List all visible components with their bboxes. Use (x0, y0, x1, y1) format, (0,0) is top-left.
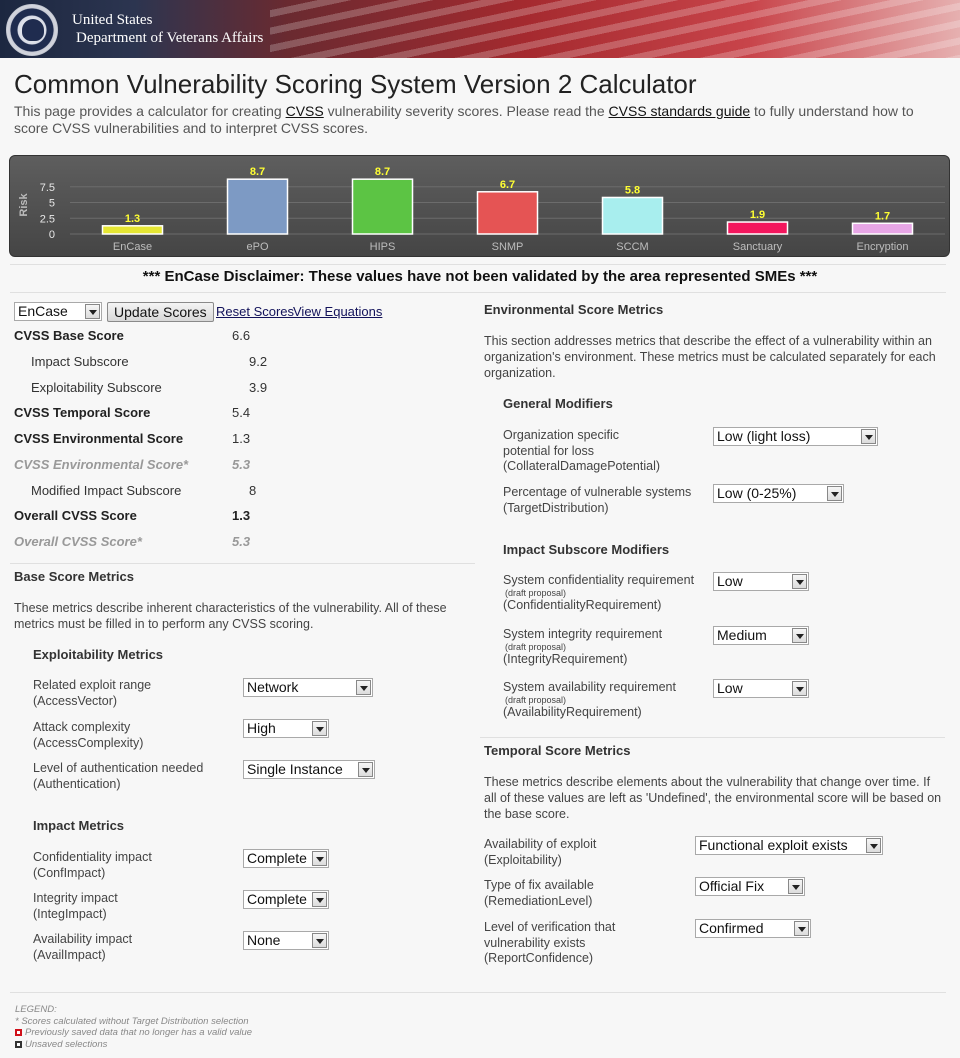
legend (15, 1004, 252, 1050)
draft-note: (draft proposal) (505, 587, 567, 598)
update-scores-button[interactable]: Update Scores (107, 302, 214, 322)
conf-impact-label-1: Confidentiality impact (33, 850, 152, 864)
y-tick-label: 5 (48, 197, 55, 210)
chevron-down-icon[interactable] (312, 892, 327, 907)
base-score-value: 6.6 (232, 328, 251, 343)
exploitability-label (484, 837, 596, 868)
access-vector-value: Network (247, 679, 299, 695)
bar-hips (353, 179, 413, 234)
environmental-score-label: CVSS Environmental Score (14, 431, 184, 446)
chevron-down-icon[interactable] (312, 721, 327, 736)
va-seal-icon[interactable] (6, 4, 58, 56)
access-vector-label (33, 678, 151, 709)
authentication-value: Single Instance (247, 761, 343, 777)
env-metrics-heading: Environmental Score Metrics (484, 302, 664, 317)
integ-impact-select[interactable] (243, 890, 329, 909)
general-modifiers-heading: General Modifiers (503, 396, 613, 411)
access-vector-label-2: (AccessVector) (33, 693, 118, 708)
exploitability-label-1: Availability of exploit (484, 837, 597, 851)
chevron-down-icon[interactable] (358, 762, 373, 777)
chevron-down-icon[interactable] (788, 879, 803, 894)
remediation-value: Official Fix (699, 878, 765, 894)
exploitability-select[interactable] (695, 836, 883, 855)
access-vector-label-1: Related exploit range (33, 678, 152, 692)
authentication-label (33, 761, 203, 792)
org-line-2: Department of Veterans Affairs (76, 30, 264, 46)
integ-impact-label (33, 891, 118, 922)
intro-text (14, 103, 949, 137)
confidence-value: Confirmed (699, 920, 764, 936)
chevron-down-icon[interactable] (794, 921, 809, 936)
environmental-score-star-label: CVSS Environmental Score* (14, 457, 189, 472)
legend-item-unscored: * Scores calculated without Target Distribution selection (15, 1015, 249, 1027)
draft-note: (draft proposal) (505, 694, 567, 705)
base-metrics-heading: Base Score Metrics (14, 569, 134, 584)
avail-impact-label-1: Availability impact (33, 932, 133, 946)
confidence-label (484, 920, 615, 967)
remediation-select[interactable] (695, 877, 805, 896)
ar-value: Low (717, 680, 743, 696)
y-axis-label: Risk (18, 193, 30, 217)
chevron-down-icon[interactable] (866, 838, 881, 853)
bar-epo (228, 179, 288, 234)
risk-chart-svg (10, 156, 951, 258)
modified-impact-value: 8 (249, 483, 257, 498)
impact-subscore-modifiers-heading: Impact Subscore Modifiers (503, 542, 670, 557)
chevron-down-icon[interactable] (792, 628, 807, 643)
cdp-select[interactable] (713, 427, 878, 446)
ir-value: Medium (717, 627, 767, 643)
disclaimer: *** EnCase Disclaimer: These values have not been validated by the area represented SMEs *** (142, 268, 818, 285)
impact-subscore-label: Impact Subscore (31, 354, 129, 369)
cvss-guide-link[interactable]: CVSS standards guide (608, 103, 751, 119)
reset-scores-link[interactable]: Reset Scores (216, 304, 295, 319)
access-complexity-label-1: Attack complexity (33, 720, 131, 734)
access-complexity-select[interactable] (243, 719, 329, 738)
temporal-metrics-heading: Temporal Score Metrics (484, 743, 631, 758)
legend-item-invalid-text: Previously saved data that no longer has a valid value (25, 1027, 253, 1038)
intro-text-2: vulnerability severity scores. Please read the (323, 103, 609, 119)
access-complexity-label-2: (AccessComplexity) (33, 735, 144, 750)
avail-impact-value: None (247, 932, 281, 948)
risk-chart (9, 155, 950, 257)
exploitability-subscore-value: 3.9 (249, 380, 268, 395)
cr-value: Low (717, 573, 743, 589)
remediation-label-2: (RemediationLevel) (484, 893, 593, 908)
remediation-label-1: Type of fix available (484, 878, 594, 892)
x-tick-label: ePO (246, 241, 269, 253)
confidence-select[interactable] (695, 919, 811, 938)
legend-item-unsaved (15, 1039, 252, 1051)
ir-label-2: (IntegrityRequirement) (503, 651, 628, 666)
chevron-down-icon[interactable] (827, 486, 842, 501)
bar-snmp (478, 192, 538, 234)
x-tick-label: Encryption (856, 241, 909, 253)
divider (10, 264, 946, 265)
bar-encryption (853, 223, 913, 234)
ar-select[interactable] (713, 679, 809, 698)
bar-sanctuary (728, 222, 788, 234)
bar-sccm (603, 197, 663, 234)
td-select[interactable] (713, 484, 844, 503)
cr-label-2: (ConfidentialityRequirement) (503, 597, 662, 612)
overall-score-star-label: Overall CVSS Score* (14, 534, 142, 549)
environmental-score-value: 1.3 (232, 431, 251, 446)
chevron-down-icon[interactable] (85, 304, 100, 319)
td-label (503, 485, 691, 516)
bar-value-label: 5.8 (624, 184, 641, 197)
chevron-down-icon[interactable] (312, 851, 327, 866)
cdp-label-2: potential for loss (503, 443, 595, 458)
conf-impact-label-2: (ConfImpact) (33, 865, 106, 880)
chevron-down-icon[interactable] (792, 574, 807, 589)
conf-impact-select[interactable] (243, 849, 329, 868)
access-complexity-value: High (247, 720, 276, 736)
view-equations-link[interactable]: View Equations (293, 304, 383, 319)
intro-text-1: This page provides a calculator for creating (14, 103, 286, 119)
eagle-emblem (22, 19, 44, 41)
conf-impact-label (33, 850, 152, 881)
divider (10, 563, 475, 564)
avail-impact-select[interactable] (243, 931, 329, 950)
bar-value-label: 8.7 (249, 166, 266, 179)
legend-title: LEGEND: (15, 1004, 57, 1015)
divider (10, 992, 946, 993)
system-select[interactable] (14, 302, 102, 321)
bar-value-label: 1.7 (874, 210, 891, 223)
chevron-down-icon[interactable] (861, 429, 876, 444)
chevron-down-icon[interactable] (792, 681, 807, 696)
access-vector-select[interactable] (243, 678, 373, 697)
divider (480, 737, 945, 738)
bar-value-label: 6.7 (499, 178, 516, 191)
ir-label-1: System integrity requirement (503, 627, 663, 641)
impact-metrics-heading: Impact Metrics (33, 818, 125, 833)
y-tick-label: 7.5 (39, 181, 55, 194)
x-tick-label: SCCM (616, 241, 649, 253)
bar-encase (103, 226, 163, 234)
conf-impact-value: Complete (247, 850, 307, 866)
page-title: Common Vulnerability Scoring System Version 2 Calculator (14, 69, 697, 99)
unsaved-marker-icon (15, 1041, 22, 1048)
ar-label-1: System availability requirement (503, 680, 676, 694)
bar-value-label: 1.3 (124, 212, 141, 225)
integ-impact-label-2: (IntegImpact) (33, 906, 107, 921)
impact-subscore-value: 9.2 (249, 354, 268, 369)
chevron-down-icon[interactable] (356, 680, 371, 695)
authentication-label-1: Level of authentication needed (33, 761, 204, 775)
x-tick-label: Sanctuary (732, 241, 783, 253)
header-banner (0, 0, 960, 58)
temporal-score-value: 5.4 (232, 405, 251, 420)
avail-impact-label (33, 932, 132, 963)
ar-label (503, 680, 676, 720)
cdp-value: Low (light loss) (717, 428, 811, 444)
bar-value-label: 8.7 (374, 166, 391, 179)
ir-select[interactable] (713, 626, 809, 645)
x-tick-label: EnCase (112, 241, 153, 253)
cvss-link[interactable]: CVSS (285, 103, 324, 119)
confidence-label-2: vulnerability exists (484, 935, 586, 950)
x-tick-label: SNMP (491, 241, 524, 253)
system-select-value: EnCase (18, 303, 68, 319)
access-complexity-label (33, 720, 143, 751)
td-label-1: Percentage of vulnerable systems (503, 485, 692, 499)
legend-item-unsaved-text: Unsaved selections (25, 1038, 108, 1050)
exploitability-subscore-label: Exploitability Subscore (31, 380, 162, 395)
authentication-label-2: (Authentication) (33, 776, 121, 791)
td-value: Low (0-25%) (717, 485, 797, 501)
exploitability-metrics-heading: Exploitability Metrics (33, 647, 164, 662)
td-label-2: (TargetDistribution) (503, 500, 609, 515)
invalid-marker-icon (15, 1029, 22, 1036)
y-tick-label: 0 (48, 229, 55, 241)
overall-score-star-value: 5.3 (232, 534, 251, 549)
org-line-1: United States (72, 12, 153, 28)
flag-stripes (270, 0, 960, 58)
confidence-label-3: (ReportConfidence) (484, 951, 594, 965)
temporal-score-label: CVSS Temporal Score (14, 405, 151, 420)
base-metrics-description: These metrics describe inherent characteristics of the vulnerability. All of these metrics must be filled in to perform any CVSS scoring. (14, 601, 447, 631)
overall-score-label: Overall CVSS Score (14, 508, 137, 523)
confidence-label-1: Level of verification that (484, 920, 616, 934)
cdp-label-3: (CollateralDamagePotential) (503, 459, 661, 473)
ir-label (503, 627, 662, 667)
cr-label (503, 573, 694, 613)
divider (10, 292, 946, 293)
draft-note: (draft proposal) (505, 641, 567, 652)
y-tick-label: 2.5 (39, 213, 55, 226)
integ-impact-label-1: Integrity impact (33, 891, 118, 905)
base-score-label: CVSS Base Score (14, 328, 124, 343)
overall-score-value: 1.3 (232, 508, 251, 523)
ar-label-2: (AvailabilityRequirement) (503, 704, 642, 719)
x-tick-label: HIPS (369, 241, 396, 253)
cr-label-1: System confidentiality requirement (503, 573, 695, 587)
environmental-score-star-value: 5.3 (232, 457, 251, 472)
exploitability-label-2: (Exploitability) (484, 852, 562, 867)
avail-impact-label-2: (AvailImpact) (33, 947, 106, 962)
integ-impact-value: Complete (247, 891, 307, 907)
env-metrics-description: This section addresses metrics that describe the effect of a vulnerability within an organization's environment. These metrics must be calculated separately for each organization. (484, 334, 936, 380)
modified-impact-label: Modified Impact Subscore (31, 483, 182, 498)
chevron-down-icon[interactable] (312, 933, 327, 948)
cdp-label-1: Organization specific (503, 428, 620, 442)
intro-text-3: to fully understand how to score CVSS vulnerabilities and to interpret CVSS scores. (14, 103, 914, 136)
legend-item-invalid (15, 1027, 252, 1039)
cr-select[interactable] (713, 572, 809, 591)
temporal-metrics-description: These metrics describe elements about the vulnerability that change over time. If all of these values are left as 'Undefined', the environmental score will be based on the base score. (484, 775, 942, 821)
exploitability-value: Functional exploit exists (699, 837, 848, 853)
authentication-select[interactable] (243, 760, 375, 779)
remediation-label (484, 878, 594, 909)
cdp-label (503, 428, 660, 475)
bar-value-label: 1.9 (749, 209, 766, 222)
